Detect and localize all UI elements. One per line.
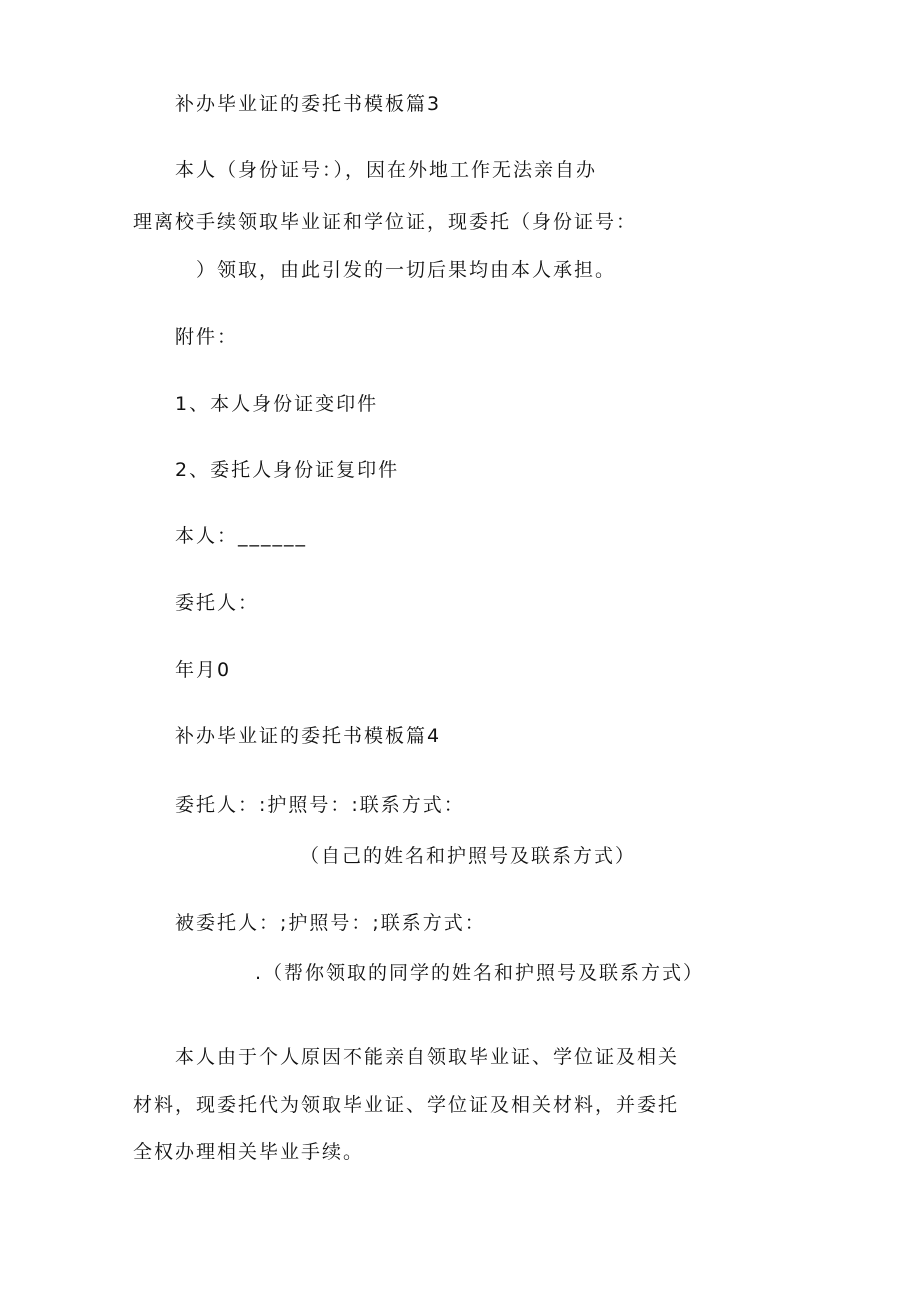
- paragraph-line: 本人（身份证号：），因在外地工作无法亲自办: [175, 159, 598, 181]
- paragraph-line: 材料，现委托代为领取毕业证、学位证及相关材料，并委托: [133, 1094, 680, 1116]
- section-heading-3: 补办毕业证的委托书模板篇3: [175, 93, 442, 115]
- attachment-item: 2、委托人身份证复印件: [175, 459, 400, 481]
- signature-line: 本人：______: [175, 525, 308, 547]
- signature-line: 委托人：: [175, 592, 260, 614]
- field-line: 委托人：:护照号：:联系方式：: [175, 794, 465, 816]
- field-note: （自己的姓名和护照号及联系方式）: [300, 845, 637, 867]
- paragraph-line: 理离校手续领取毕业证和学位证，现委托（身份证号：: [133, 211, 638, 233]
- paragraph-line: ）领取，由此引发的一切后果均由本人承担。: [196, 259, 617, 281]
- field-line: 被委托人：;护照号：;联系方式：: [175, 912, 486, 934]
- paragraph-line: 全权办理相关毕业手续。: [133, 1141, 365, 1163]
- section-heading-4: 补办毕业证的委托书模板篇4: [175, 725, 442, 747]
- field-note: .（帮你领取的同学的姓名和护照号及联系方式）: [255, 962, 705, 984]
- date-line: 年月0: [175, 659, 232, 681]
- paragraph-line: 本人由于个人原因不能亲自领取毕业证、学位证及相关: [175, 1046, 680, 1068]
- attachments-label: 附件：: [175, 326, 239, 348]
- attachment-item: 1、本人身份证变印件: [175, 393, 379, 415]
